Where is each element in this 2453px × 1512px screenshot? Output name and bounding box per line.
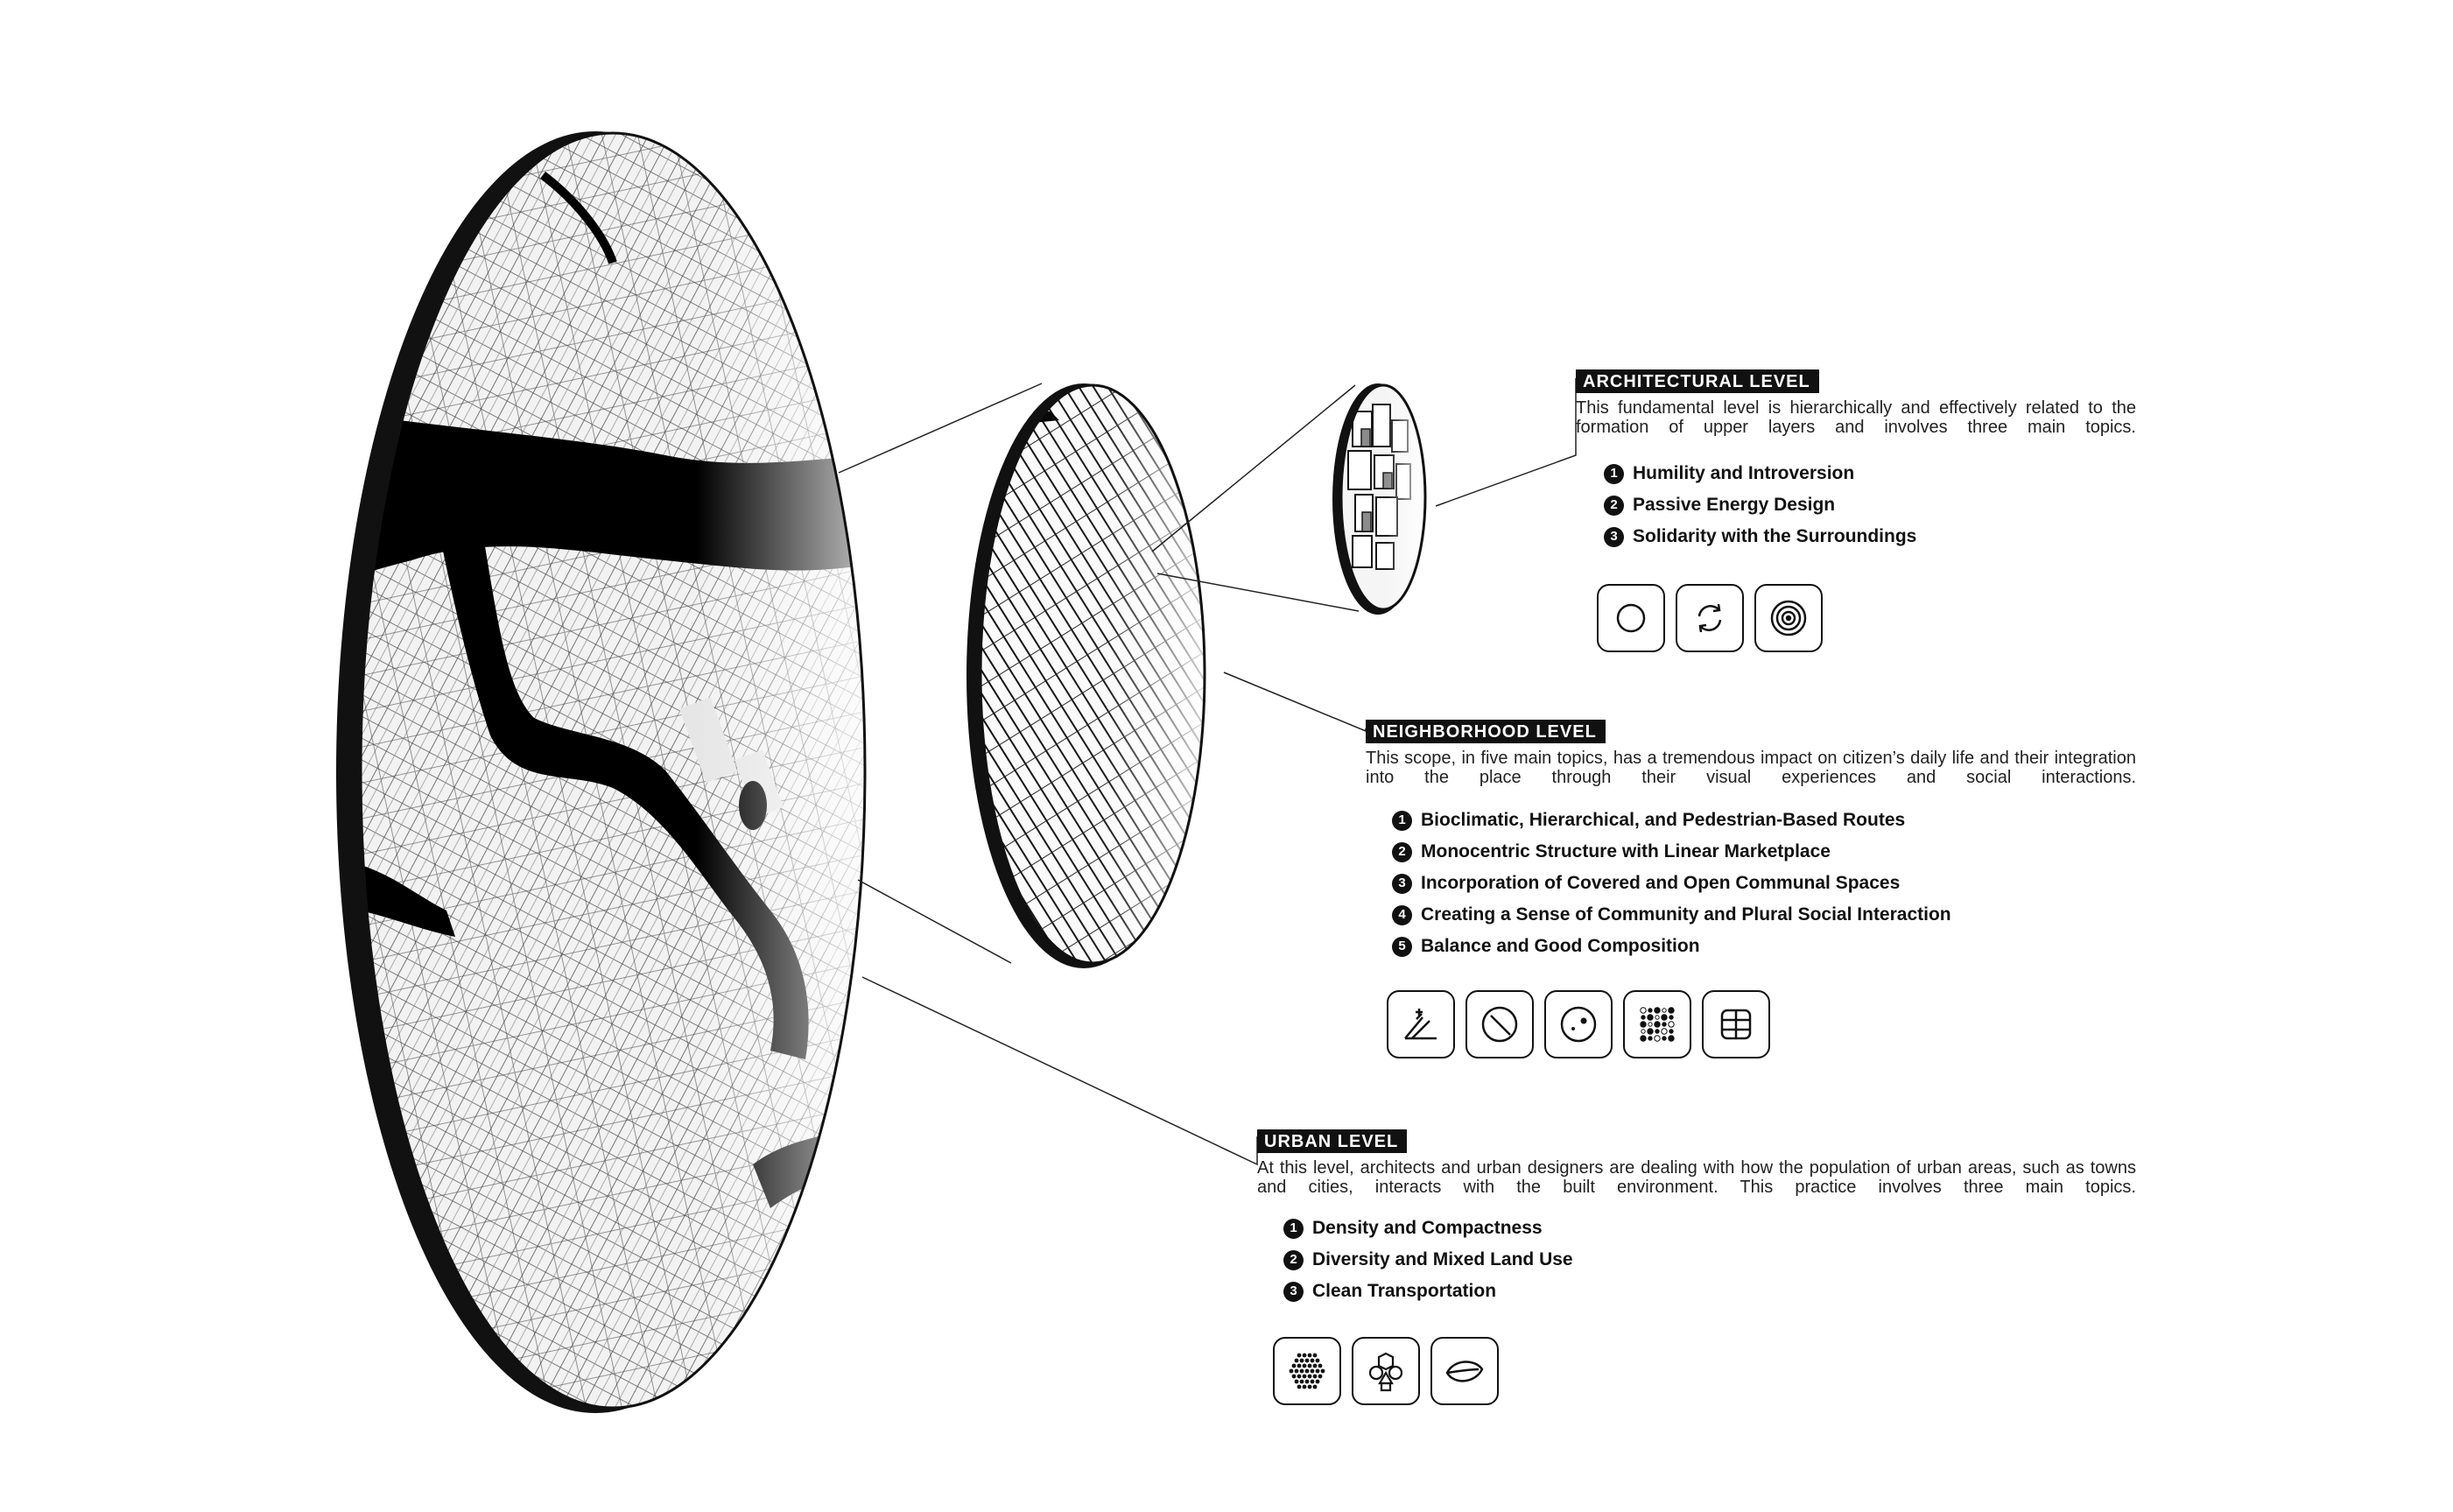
list-item: 1 Humility and Introversion [1604, 458, 2136, 489]
neighborhood-topics-list [1366, 805, 2136, 962]
cycle-arrows-icon [1676, 584, 1744, 652]
list-item: 5 Balance and Good Composition [1392, 931, 2136, 962]
urban-topics-list [1257, 1213, 2136, 1307]
circle-dots-icon [1544, 990, 1613, 1058]
urban-icons [1273, 1337, 2136, 1405]
pedestrian-routes-icon [1387, 990, 1455, 1058]
architectural-icons [1597, 584, 2136, 652]
neighborhood-icons [1387, 990, 2136, 1058]
urban-level-title: URBAN LEVEL [1257, 1129, 1407, 1153]
urban-level-section [1257, 1129, 2136, 1405]
list-item: 4 Creating a Sense of Community and Plural Social Interaction [1392, 899, 2136, 931]
neighborhood-map-disc [966, 376, 1217, 972]
circle-icon [1597, 584, 1665, 652]
concentric-circles-icon [1754, 584, 1823, 652]
neighborhood-level-title: NEIGHBORHOOD LEVEL [1366, 720, 1606, 743]
mixed-shapes-icon [1352, 1337, 1420, 1405]
clock-icon [1465, 990, 1534, 1058]
neighborhood-level-description: This scope, in five main topics, has a tremendous impact on citizen’s daily life and their integration into the place through their visual experiences and social interactions. [1366, 749, 2136, 787]
architectural-level-description: This fundamental level is hierarchically and effectively related to the formation of upper layers and involves three main topics. [1576, 398, 2136, 437]
list-item: 1 Density and Compactness [1283, 1213, 2136, 1244]
hexagon-density-icon [1273, 1337, 1341, 1405]
architectural-level-section [1576, 369, 2136, 652]
urban-map-disc [333, 123, 893, 1418]
urban-level-description: At this level, architects and urban designers are dealing with how the population of urban areas, such as towns and cities, interacts with the built environment. This practice involves three main topics. [1257, 1158, 2136, 1197]
architectural-model-disc [1332, 383, 1427, 615]
architectural-level-title: ARCHITECTURAL LEVEL [1576, 369, 1819, 393]
list-item: 1 Bioclimatic, Hierarchical, and Pedestrian-Based Routes [1392, 805, 2136, 836]
list-item: 2 Passive Energy Design [1604, 489, 2136, 521]
list-item: 2 Diversity and Mixed Land Use [1283, 1244, 2136, 1276]
dot-grid-icon [1623, 990, 1691, 1058]
neighborhood-level-section [1366, 720, 2136, 1058]
list-item: 3 Solidarity with the Surroundings [1604, 521, 2136, 552]
list-item: 3 Incorporation of Covered and Open Communal Spaces [1392, 868, 2136, 899]
list-item: 2 Monocentric Structure with Linear Marketplace [1392, 836, 2136, 868]
modular-blocks-icon [1702, 990, 1770, 1058]
leaf-icon [1430, 1337, 1499, 1405]
list-item: 3 Clean Transportation [1283, 1276, 2136, 1307]
architectural-topics-list [1576, 458, 2136, 552]
